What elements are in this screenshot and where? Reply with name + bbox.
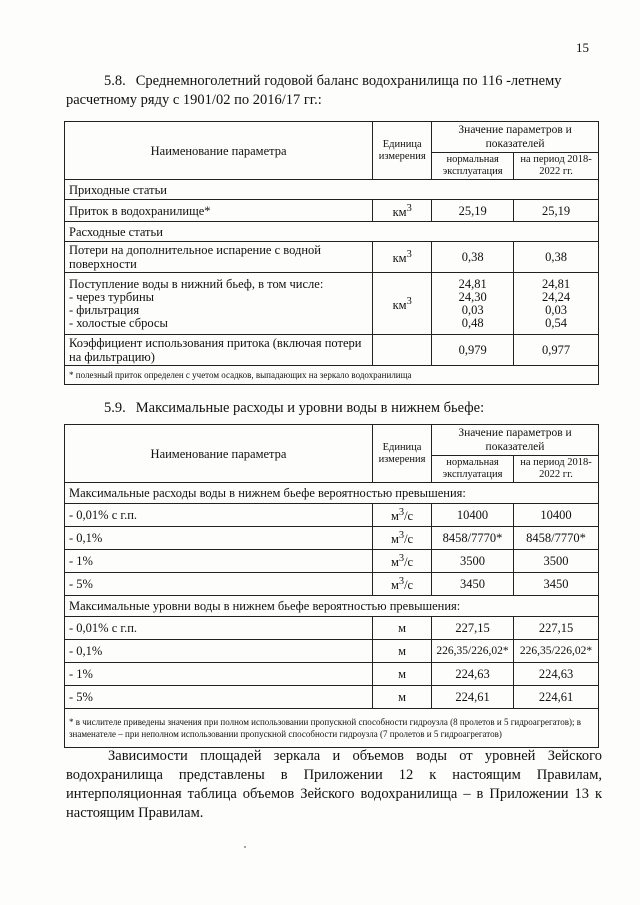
table-row [65, 200, 599, 222]
row-unit: $км^3$ [373, 273, 432, 335]
row-normal: 224,63 [432, 663, 514, 686]
row-normal: 226,35/226,02* [432, 640, 514, 663]
row-period: 3450 [514, 573, 599, 596]
row-period: 10400 [514, 504, 599, 527]
row-period: 224,61 [514, 686, 599, 709]
section-expense: Расходные статьи [65, 222, 599, 242]
row-period: 25,19 [514, 200, 599, 222]
row-name: Приток в водохранилище* [65, 200, 373, 222]
row-normal: 3500 [432, 550, 514, 573]
table-row [65, 504, 599, 527]
header-param: Наименование параметра [65, 425, 373, 483]
table-row [65, 273, 599, 335]
table-footnote: * полезный приток определен с учетом осадков, выпадающих на зеркало водохранилища [65, 366, 599, 385]
row-normal: 3450 [432, 573, 514, 596]
row-normal: 10400 [432, 504, 514, 527]
row-name: - 5% [65, 573, 373, 596]
section-number: 5.9. [104, 400, 126, 416]
page-number: 15 [576, 40, 589, 55]
row-period: 227,15 [514, 617, 599, 640]
row-unit: $м^3/с$ [373, 504, 432, 527]
row-period: 226,35/226,02* [514, 640, 599, 663]
header-unit: Единица измерения [373, 122, 432, 180]
header-normal: нормальная эксплуатация [432, 456, 514, 483]
row-normal: 227,15 [432, 617, 514, 640]
tailwater-table [64, 424, 599, 748]
row-unit: м [373, 640, 432, 663]
section-income: Приходные статьи [65, 180, 599, 200]
table-row [65, 617, 599, 640]
section-number: 5.8. [104, 73, 126, 89]
row-period: 3500 [514, 550, 599, 573]
header-normal: нормальная эксплуатация [432, 153, 514, 180]
row-normal: 224,61 [432, 686, 514, 709]
table-row [65, 686, 599, 709]
row-name: - 5% [65, 686, 373, 709]
row-normal: 0,979 [432, 335, 514, 366]
row-name: - 0,01% с г.п. [65, 504, 373, 527]
row-period: 0,977 [514, 335, 599, 366]
row-normal: 0,38 [432, 242, 514, 273]
row-normal: 24,81 24,30 0,03 0,48 [432, 273, 514, 335]
row-period: 24,81 24,24 0,03 0,54 [514, 273, 599, 335]
table-row [65, 640, 599, 663]
table-footnote: * в числителе приведены значения при полном использовании пропускной способности гидроузла (8 пролетов и 5 гидроагрегатов); в знаменателе – при неполном использовании пропускной способности гидроузла (7 пролетов и 5 гидроагрегатов) [65, 709, 599, 748]
row-unit: м [373, 617, 432, 640]
row-period: 8458/7770* [514, 527, 599, 550]
row-name: - 0,01% с г.п. [65, 617, 373, 640]
section-title: Максимальные расходы и уровни воды в нижнем бьефе: [135, 400, 485, 416]
row-normal: 8458/7770* [432, 527, 514, 550]
row-period: 224,63 [514, 663, 599, 686]
row-name: Поступление воды в нижний бьеф, в том числе: - через турбины - фильтрация - холостые сбросы [65, 273, 373, 335]
row-name: Коэффициент использования притока (включая потери на фильтрацию) [65, 335, 373, 366]
reservoir-balance-table [64, 121, 599, 385]
section-heading-5-9 [66, 399, 606, 418]
row-unit [373, 335, 432, 366]
row-unit: м [373, 686, 432, 709]
header-period: на период 2018-2022 гг. [514, 456, 599, 483]
section-heading-5-8 [66, 72, 606, 110]
header-period: на период 2018-2022 гг. [514, 153, 599, 180]
scan-speck [244, 846, 246, 848]
row-name: - 0,1% [65, 640, 373, 663]
table-row [65, 550, 599, 573]
row-unit: $м^3/с$ [373, 573, 432, 596]
header-param: Наименование параметра [65, 122, 373, 180]
closing-paragraph: Зависимости площадей зеркала и объемов воды от уровней Зейского водохранилища представлены в Приложении 12 к настоящим Правилам, интерполяционная таблица объемов Зейского водохранилища – в Приложении 13 к настоящим Правилам. [66, 748, 602, 821]
row-unit: $м^3/с$ [373, 550, 432, 573]
row-name: - 0,1% [65, 527, 373, 550]
row-unit: м [373, 663, 432, 686]
row-unit: $м^3/с$ [373, 527, 432, 550]
table-row [65, 663, 599, 686]
table-row [65, 573, 599, 596]
section-levels: Максимальные уровни воды в нижнем бьефе вероятностью превышения: [65, 596, 599, 617]
section-title: Среднемноголетний годовой баланс водохранилища по 116 -летнему расчетному ряду с 1901/02 по 2016/17 гг.: [66, 73, 562, 108]
row-period: 0,38 [514, 242, 599, 273]
table-row [65, 527, 599, 550]
table-row [65, 335, 599, 366]
row-name: - 1% [65, 550, 373, 573]
table-row [65, 242, 599, 273]
row-name: Потери на дополнительное испарение с водной поверхности [65, 242, 373, 273]
section-flows: Максимальные расходы воды в нижнем бьефе вероятностью превышения: [65, 483, 599, 504]
row-unit: $км^3$ [373, 200, 432, 222]
header-values-group: Значение параметров и показателей [432, 425, 599, 456]
header-values-group: Значение параметров и показателей [432, 122, 599, 153]
header-unit: Единица измерения [373, 425, 432, 483]
row-unit: $км^3$ [373, 242, 432, 273]
row-normal: 25,19 [432, 200, 514, 222]
row-name: - 1% [65, 663, 373, 686]
